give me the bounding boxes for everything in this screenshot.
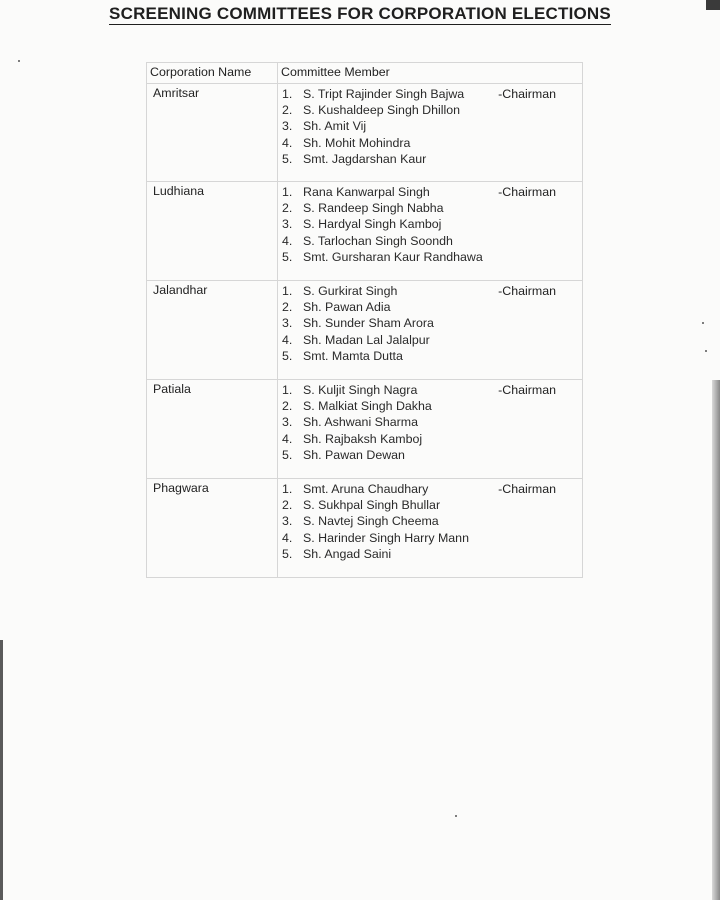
member-item	[282, 315, 582, 331]
member-number: 2.	[282, 300, 293, 315]
member-name: Sh. Madan Lal Jalalpur	[303, 332, 430, 347]
member-number: 5.	[282, 348, 293, 363]
member-name: Sh. Pawan Adia	[303, 300, 391, 315]
member-item	[282, 414, 582, 430]
member-item	[282, 216, 582, 232]
member-number: 4.	[282, 431, 293, 446]
member-item	[282, 431, 582, 447]
member-number: 3.	[282, 514, 293, 529]
member-number: 5.	[282, 151, 293, 166]
scan-edge-shadow-left	[0, 640, 3, 900]
corporation-name: Patiala	[147, 380, 278, 479]
member-number: 1.	[282, 87, 293, 101]
member-number: 1.	[282, 284, 293, 298]
member-name: S. Gurkirat Singh	[303, 284, 398, 298]
member-name: S. Hardyal Singh Kamboj	[303, 217, 442, 232]
committee-row-jalandhar	[147, 281, 583, 380]
document-title-text: SCREENING COMMITTEES FOR CORPORATION ELECTIONS	[109, 4, 611, 23]
member-item	[282, 546, 582, 562]
member-number: 3.	[282, 119, 293, 134]
document-title	[0, 4, 720, 24]
member-number: 3.	[282, 415, 293, 430]
member-name: Sh. Pawan Dewan	[303, 447, 405, 462]
member-name: S. Kushaldeep Singh Dhillon	[303, 103, 461, 118]
member-number: 3.	[282, 217, 293, 232]
corporation-name: Amritsar	[147, 84, 278, 182]
header-committee-member: Committee Member	[278, 63, 583, 84]
member-item	[282, 102, 582, 118]
chairman-label: -Chairman	[498, 284, 556, 298]
member-number: 2.	[282, 498, 293, 513]
chairman-label: -Chairman	[498, 482, 556, 496]
member-name: S. Tarlochan Singh Soondh	[303, 233, 453, 248]
member-item	[282, 332, 582, 348]
member-name: S. Tript Rajinder Singh Bajwa	[303, 87, 465, 101]
committee-row-patiala	[147, 380, 583, 479]
scan-speck	[455, 815, 457, 817]
committee-members	[278, 84, 583, 182]
committee-members	[278, 281, 583, 380]
member-name: Sh. Angad Saini	[303, 546, 392, 561]
chairman-label: -Chairman	[498, 87, 556, 101]
member-name: Sh. Amit Vij	[303, 119, 367, 134]
header-corporation-name: Corporation Name	[147, 63, 278, 84]
chairman-label: -Chairman	[498, 383, 556, 397]
member-number: 4.	[282, 530, 293, 545]
committee-row-ludhiana	[147, 182, 583, 281]
member-name: Sh. Mohit Mohindra	[303, 135, 411, 150]
scan-corner-mark	[706, 0, 720, 10]
committee-members	[278, 479, 583, 578]
scan-speck	[702, 322, 704, 324]
member-item	[282, 530, 582, 546]
member-name: Smt. Gursharan Kaur Randhawa	[303, 249, 483, 264]
corporation-name: Ludhiana	[147, 182, 278, 281]
member-number: 5.	[282, 249, 293, 264]
corporation-name: Phagwara	[147, 479, 278, 578]
member-name: Smt. Jagdarshan Kaur	[303, 151, 427, 166]
member-item	[282, 135, 582, 151]
member-name: S. Malkiat Singh Dakha	[303, 399, 432, 414]
chairman-label: -Chairman	[498, 185, 556, 199]
member-item	[282, 151, 582, 167]
member-number: 1.	[282, 383, 293, 397]
member-name: Sh. Rajbaksh Kamboj	[303, 431, 423, 446]
member-name: Smt. Aruna Chaudhary	[303, 482, 429, 496]
member-item	[282, 200, 582, 216]
committees-table	[146, 62, 583, 578]
member-number: 2.	[282, 399, 293, 414]
member-number: 5.	[282, 546, 293, 561]
member-item	[282, 348, 582, 364]
committee-members	[278, 182, 583, 281]
scan-edge-shadow-right	[712, 380, 720, 900]
member-name: S. Kuljit Singh Nagra	[303, 383, 418, 397]
member-item	[282, 118, 582, 134]
member-item	[282, 447, 582, 463]
member-name: Smt. Mamta Dutta	[303, 348, 403, 363]
member-number: 5.	[282, 447, 293, 462]
scan-speck	[18, 60, 20, 62]
member-number: 2.	[282, 103, 293, 118]
member-number: 3.	[282, 316, 293, 331]
committee-row-phagwara	[147, 479, 583, 578]
member-name: S. Navtej Singh Cheema	[303, 514, 439, 529]
member-item	[282, 513, 582, 529]
member-item	[282, 497, 582, 513]
member-name: Sh. Sunder Sham Arora	[303, 316, 434, 331]
committee-members	[278, 380, 583, 479]
member-name: S. Sukhpal Singh Bhullar	[303, 498, 441, 513]
scan-speck	[705, 350, 707, 352]
table-header-row	[147, 63, 583, 84]
member-name: Rana Kanwarpal Singh	[303, 185, 430, 199]
member-number: 1.	[282, 482, 293, 496]
member-number: 4.	[282, 332, 293, 347]
member-name: S. Harinder Singh Harry Mann	[303, 530, 469, 545]
member-item	[282, 249, 582, 265]
member-number: 1.	[282, 185, 293, 199]
member-item	[282, 398, 582, 414]
member-name: S. Randeep Singh Nabha	[303, 201, 444, 216]
member-number: 2.	[282, 201, 293, 216]
committee-row-amritsar	[147, 84, 583, 182]
member-number: 4.	[282, 233, 293, 248]
corporation-name: Jalandhar	[147, 281, 278, 380]
member-item	[282, 299, 582, 315]
member-name: Sh. Ashwani Sharma	[303, 415, 419, 430]
member-number: 4.	[282, 135, 293, 150]
member-item	[282, 233, 582, 249]
